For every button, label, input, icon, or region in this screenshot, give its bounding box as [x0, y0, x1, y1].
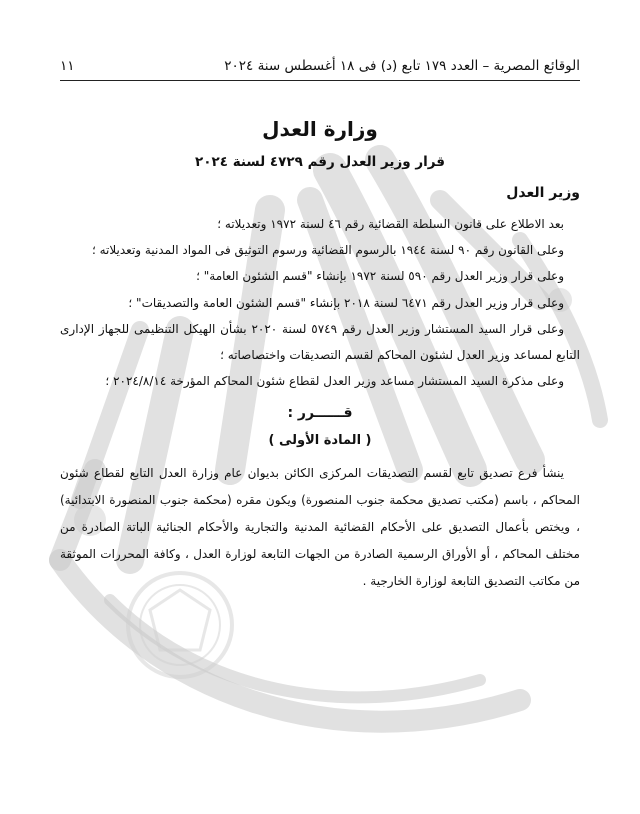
- header-page-number: ١١: [60, 58, 75, 74]
- preamble: [60, 211, 580, 394]
- decree-heading: قــــــرر :: [287, 405, 353, 422]
- preamble-paragraph: وعلى قرار السيد المستشار وزير العدل رقم ٥٧٤٩ لسنة ٢٠٢٠ بشأن الهيكل التنظيمى للجهاز الإدارى التابع لمساعد وزير العدل لشئون المحاكم لقسم التصديقات واختصاصاته ؛: [60, 321, 580, 363]
- header-publication: الوقائع المصرية – العدد ١٧٩ تابع (د) فى ١٨ أغسطس سنة ٢٠٢٤: [224, 58, 580, 74]
- preamble-paragraph: وعلى قرار وزير العدل رقم ٦٤٧١ لسنة ٢٠١٨ بإنشاء "قسم الشئون العامة والتصديقات" ؛: [128, 295, 564, 310]
- gazette-page: [60, 58, 580, 595]
- article-body: [60, 460, 580, 595]
- preamble-paragraph: بعد الاطلاع على قانون السلطة القضائية رقم ٤٦ لسنة ١٩٧٢ وتعديلاته ؛: [217, 217, 564, 231]
- article-paragraph: ينشأ فرع تصديق تابع لقسم التصديقات المركزى الكائن بديوان عام وزارة العدل التابع لقطاع شئون المحاكم ، باسم (مكتب تصديق محكمة جنوب المنصورة) ويكون مقره (محكمة جنوب المنصورة الابتدائية) ، ويختص بأعمال التصديق على الأحكام القضائية المدنية والتجارية والأحكام الجنائية الباتة الصادرة من مختلف المحاكم ، أو الأوراق الرسمية الصادرة من الجهات التابعة لوزارة العدل ، وكافة المحررات الموثقة من مكاتب التصديق التابعة لوزارة الخارجية .: [60, 466, 580, 589]
- ministry-title: وزارة العدل: [262, 117, 378, 141]
- page-header: [60, 58, 580, 81]
- preamble-paragraph: وعلى قرار وزير العدل رقم ٥٩٠ لسنة ١٩٧٢ بإنشاء "قسم الشئون العامة" ؛: [196, 269, 564, 284]
- minister-label: وزير العدل: [506, 185, 580, 201]
- preamble-paragraph: وعلى القانون رقم ٩٠ لسنة ١٩٤٤ بالرسوم القضائية ورسوم التوثيق فى المواد المدنية وتعديلاته ؛: [91, 243, 564, 258]
- article-title: ( المادة الأولى ): [268, 433, 372, 449]
- preamble-paragraph: وعلى مذكرة السيد المستشار مساعد وزير العدل لقطاع شئون المحاكم المؤرخة ٢٠٢٤/٨/١٤ ؛: [105, 374, 564, 389]
- decree-title: قرار وزير العدل رقم ٤٧٢٩ لسنة ٢٠٢٤: [195, 154, 445, 170]
